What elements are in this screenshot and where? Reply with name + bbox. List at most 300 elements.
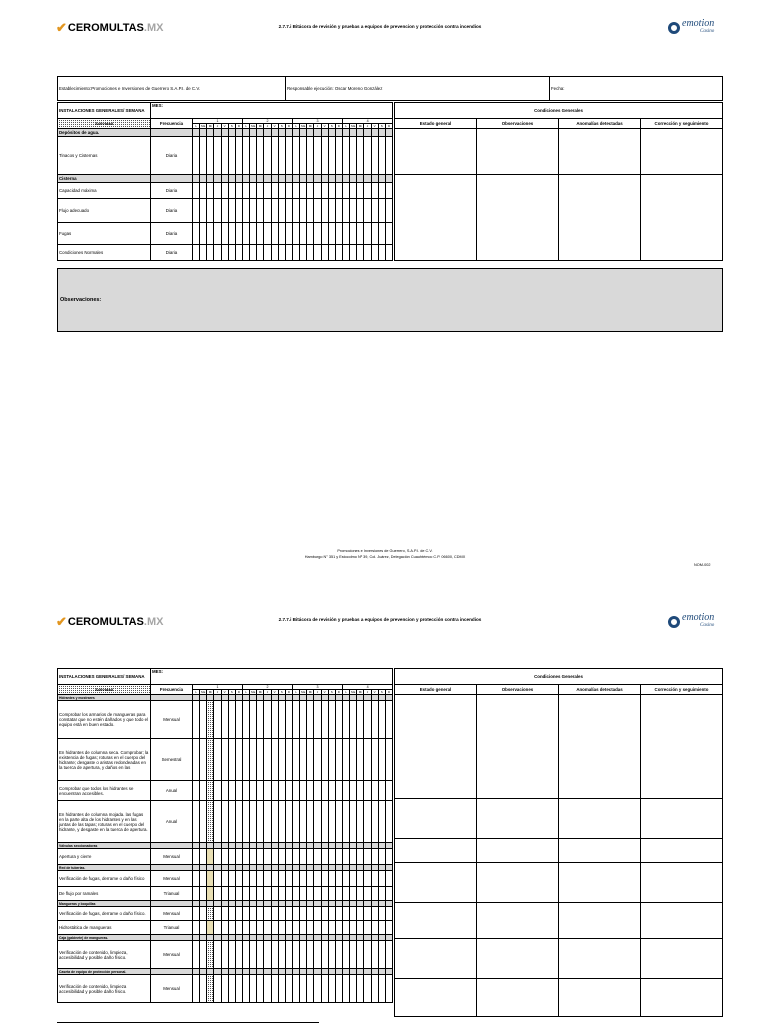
day-cell <box>314 223 321 245</box>
day-cell <box>357 175 364 183</box>
day-cell <box>271 941 278 969</box>
day-cell <box>342 183 349 199</box>
day-cell <box>314 975 321 1003</box>
frequency-header: Frecuencia <box>151 685 193 695</box>
day-cell <box>350 921 357 935</box>
day-cell <box>242 887 249 901</box>
day-cell <box>200 975 207 1003</box>
page2-conditions-table <box>394 668 723 1017</box>
day-cell <box>250 199 257 223</box>
day-cell <box>335 739 342 781</box>
day-cell <box>214 183 221 199</box>
day-cell <box>357 701 364 739</box>
day-cell <box>271 199 278 223</box>
day-cell <box>307 941 314 969</box>
day-header: Ma <box>251 690 256 694</box>
day-cell <box>207 129 214 137</box>
day-cell <box>221 245 228 261</box>
frequency-cell: Diaria <box>151 223 193 245</box>
day-cell <box>328 849 335 865</box>
day-cell <box>321 223 328 245</box>
day-cell <box>364 701 371 739</box>
day-cell <box>193 941 200 969</box>
day-cell <box>257 129 264 137</box>
day-cell <box>221 975 228 1003</box>
day-cell <box>214 975 221 1003</box>
day-cell <box>257 199 264 223</box>
day-cell <box>350 907 357 921</box>
day-cell <box>342 871 349 887</box>
day-cell <box>214 871 221 887</box>
day-cell <box>300 941 307 969</box>
day-cell <box>328 975 335 1003</box>
day-cell <box>221 199 228 223</box>
day-cell <box>235 887 242 901</box>
day-cell <box>357 739 364 781</box>
day-cell <box>285 907 292 921</box>
day-header: D <box>335 124 342 129</box>
day-header: S <box>328 124 335 129</box>
day-cell <box>221 849 228 865</box>
day-cell <box>357 245 364 261</box>
frequency-cell: Mensual <box>151 701 193 739</box>
day-cell <box>264 887 271 901</box>
day-cell <box>357 183 364 199</box>
day-cell <box>300 921 307 935</box>
day-cell <box>250 739 257 781</box>
day-cell <box>207 223 214 245</box>
day-header: S <box>378 124 385 129</box>
mes-header: MES: <box>151 669 393 685</box>
day-cell <box>228 871 235 887</box>
day-cell <box>278 245 285 261</box>
day-cell <box>314 849 321 865</box>
day-cell <box>371 701 378 739</box>
day-cell <box>207 871 214 887</box>
day-cell <box>214 921 221 935</box>
condition-cell <box>395 695 477 799</box>
condition-cell <box>477 175 559 261</box>
day-header: S <box>278 690 285 695</box>
day-cell <box>200 137 207 175</box>
day-cell <box>300 887 307 901</box>
day-header: D <box>335 690 342 695</box>
day-cell <box>321 801 328 843</box>
day-cell <box>328 199 335 223</box>
day-cell <box>278 781 285 801</box>
day-cell <box>242 175 249 183</box>
activity-cell: Capacidad máxima <box>58 183 151 199</box>
day-cell <box>335 129 342 137</box>
day-cell <box>257 941 264 969</box>
day-cell <box>321 781 328 801</box>
section-title: Red de tuberías. <box>58 865 151 871</box>
page1-conditions-table <box>394 102 723 261</box>
day-cell <box>307 975 314 1003</box>
activity-cell: En hidrantes de columna seca. Comprobar; la existencia de fugas; roturas en el cuerpo del hidrante; desgaste o aristas redondeadas en la tuerca de apertura, y daños en las <box>58 739 151 781</box>
day-cell <box>250 137 257 175</box>
condition-cell <box>395 979 477 1017</box>
day-cell <box>342 941 349 969</box>
day-cell <box>357 941 364 969</box>
day-cell <box>214 137 221 175</box>
day-cell <box>371 129 378 137</box>
conditions-column-header: Estado general <box>395 119 477 129</box>
day-cell <box>271 887 278 901</box>
day-cell <box>300 701 307 739</box>
day-cell <box>364 921 371 935</box>
condition-cell <box>395 129 477 175</box>
day-cell <box>321 137 328 175</box>
day-cell <box>314 907 321 921</box>
frequency-cell: Mensual <box>151 907 193 921</box>
info-table <box>57 76 723 101</box>
day-cell <box>385 245 393 261</box>
day-header: Mi <box>258 690 262 694</box>
week-header: 3 <box>292 119 342 124</box>
day-header: D <box>385 690 393 695</box>
day-cell <box>207 137 214 175</box>
day-cell <box>364 137 371 175</box>
day-cell <box>193 975 200 1003</box>
day-cell <box>207 199 214 223</box>
day-cell <box>364 175 371 183</box>
day-cell <box>250 975 257 1003</box>
day-cell <box>193 921 200 935</box>
day-cell <box>242 739 249 781</box>
day-cell <box>292 223 299 245</box>
day-cell <box>207 975 214 1003</box>
partner-sub-text: Casino <box>700 29 715 34</box>
day-cell <box>193 183 200 199</box>
day-cell <box>285 223 292 245</box>
day-cell <box>264 137 271 175</box>
day-cell <box>364 129 371 137</box>
day-header: S <box>278 124 285 129</box>
day-cell <box>371 781 378 801</box>
day-cell <box>257 175 264 183</box>
day-cell <box>385 921 393 935</box>
day-cell <box>242 921 249 935</box>
day-cell <box>228 921 235 935</box>
day-cell <box>321 701 328 739</box>
condition-cell <box>641 939 723 979</box>
day-cell <box>385 871 393 887</box>
day-cell <box>300 199 307 223</box>
day-cell <box>242 183 249 199</box>
condition-cell <box>477 695 559 799</box>
day-cell <box>200 941 207 969</box>
day-cell <box>207 887 214 901</box>
logo-suffix-text: .MX <box>143 616 164 628</box>
instal-semana-header: INSTALACIONES GENERALES/ SEMANA <box>58 103 151 119</box>
day-header: Mi <box>358 124 362 128</box>
activity-cell: Comprobar que todos los hidrantes se encuentran accesibles. <box>58 781 151 801</box>
day-cell <box>235 183 242 199</box>
day-cell <box>307 871 314 887</box>
day-cell <box>307 183 314 199</box>
day-cell <box>357 849 364 865</box>
day-cell <box>285 975 292 1003</box>
day-cell <box>328 739 335 781</box>
day-cell <box>250 129 257 137</box>
day-cell <box>321 887 328 901</box>
day-cell <box>357 975 364 1003</box>
day-cell <box>207 245 214 261</box>
day-header: V <box>321 690 328 695</box>
day-cell <box>378 137 385 175</box>
day-cell <box>200 245 207 261</box>
day-cell <box>257 701 264 739</box>
day-cell <box>350 975 357 1003</box>
day-cell <box>257 739 264 781</box>
section-title: Hidrantes y mostrares <box>58 695 151 701</box>
day-cell <box>321 129 328 137</box>
condition-cell <box>395 903 477 939</box>
day-cell <box>350 941 357 969</box>
section-title: Cisterna <box>58 175 151 183</box>
day-cell <box>371 223 378 245</box>
ceromultas-logo-2 <box>56 614 163 630</box>
day-header: J <box>264 124 271 129</box>
day-cell <box>264 975 271 1003</box>
day-cell <box>264 801 271 843</box>
day-cell <box>242 245 249 261</box>
day-cell <box>278 907 285 921</box>
emotion-ring-icon <box>668 22 680 34</box>
day-cell <box>221 701 228 739</box>
day-cell <box>371 199 378 223</box>
day-cell <box>328 175 335 183</box>
day-cell <box>385 781 393 801</box>
section-title: Mangueras y boquillas <box>58 901 151 907</box>
day-cell <box>357 801 364 843</box>
day-cell <box>228 175 235 183</box>
day-cell <box>314 941 321 969</box>
day-cell <box>307 921 314 935</box>
week-header: 2 <box>242 685 292 690</box>
day-cell <box>214 941 221 969</box>
day-cell <box>314 921 321 935</box>
day-cell <box>200 801 207 843</box>
day-cell <box>221 801 228 843</box>
day-header: J <box>364 124 371 129</box>
day-cell <box>378 975 385 1003</box>
day-cell <box>350 183 357 199</box>
day-header: V <box>221 124 228 129</box>
day-cell <box>250 183 257 199</box>
day-cell <box>235 941 242 969</box>
condition-cell <box>559 175 641 261</box>
day-cell <box>271 781 278 801</box>
day-cell <box>300 871 307 887</box>
day-cell <box>335 183 342 199</box>
day-cell <box>200 921 207 935</box>
frequency-cell: Diaria <box>151 245 193 261</box>
day-cell <box>242 871 249 887</box>
day-cell <box>207 921 214 935</box>
day-cell <box>250 887 257 901</box>
day-cell <box>350 223 357 245</box>
activity-cell: Comprobar los armarios de mangueras para constatar que no estén dañados y que todo el equipo está en buen estado. <box>58 701 151 739</box>
day-cell <box>271 975 278 1003</box>
section-title: Caja (gabinete) de mangueras. <box>58 935 151 941</box>
day-cell <box>250 223 257 245</box>
condition-cell <box>641 695 723 799</box>
day-cell <box>385 701 393 739</box>
day-cell <box>285 887 292 901</box>
day-cell <box>278 975 285 1003</box>
day-cell <box>278 921 285 935</box>
frequency-cell: Diaria <box>151 199 193 223</box>
frequency-cell: Trianual <box>151 887 193 901</box>
day-cell <box>364 223 371 245</box>
day-cell <box>285 183 292 199</box>
day-cell <box>257 245 264 261</box>
day-cell <box>371 975 378 1003</box>
day-cell <box>307 223 314 245</box>
day-cell <box>285 921 292 935</box>
condition-cell <box>559 799 641 839</box>
day-cell <box>278 183 285 199</box>
day-cell <box>228 701 235 739</box>
day-cell <box>228 941 235 969</box>
day-header: Mi <box>358 690 362 694</box>
day-header: Mi <box>258 124 262 128</box>
day-cell <box>342 801 349 843</box>
day-header: V <box>271 124 278 129</box>
document-code: NOM-002 <box>694 563 711 567</box>
day-cell <box>200 871 207 887</box>
day-cell <box>193 801 200 843</box>
day-cell <box>307 907 314 921</box>
day-cell <box>207 941 214 969</box>
day-cell <box>300 183 307 199</box>
day-header: Mi <box>208 124 212 128</box>
day-cell <box>235 801 242 843</box>
day-cell <box>257 887 264 901</box>
day-cell <box>342 739 349 781</box>
footer-line2: Hamburgo N° 351 y Estocolmo Nº 39, Col. Juárez, Delegación Cuauhtémoc C.P. 06600, CDMX <box>304 555 466 559</box>
day-cell <box>193 175 200 183</box>
day-header: Ma <box>201 690 206 694</box>
conditions-column-header: Anomalías detectadas <box>559 119 641 129</box>
day-cell <box>300 907 307 921</box>
day-cell <box>314 199 321 223</box>
day-cell <box>321 907 328 921</box>
day-cell <box>200 739 207 781</box>
day-cell <box>342 129 349 137</box>
day-cell <box>300 801 307 843</box>
condition-cell <box>477 839 559 863</box>
condition-cell <box>559 839 641 863</box>
day-header: V <box>371 690 378 695</box>
day-cell <box>221 739 228 781</box>
day-header: Ma <box>301 690 306 694</box>
bottom-rule <box>57 1022 319 1023</box>
day-cell <box>292 175 299 183</box>
day-header: Mi <box>208 690 212 694</box>
frequency-header: Frecuencia <box>151 119 193 129</box>
section-title: Caseta de equipo de protección personal. <box>58 969 151 975</box>
day-header: V <box>271 690 278 695</box>
section-title: Válvulas seccionadoras <box>58 843 151 849</box>
day-cell <box>278 137 285 175</box>
day-cell <box>193 199 200 223</box>
day-cell <box>228 975 235 1003</box>
day-cell <box>307 175 314 183</box>
day-cell <box>314 129 321 137</box>
day-cell <box>314 781 321 801</box>
day-cell <box>242 223 249 245</box>
frequency-cell: Mensual <box>151 849 193 865</box>
day-cell <box>335 849 342 865</box>
day-cell <box>278 223 285 245</box>
condition-cell <box>477 799 559 839</box>
day-cell <box>371 921 378 935</box>
day-header: V <box>221 690 228 695</box>
day-cell <box>242 199 249 223</box>
day-cell <box>257 801 264 843</box>
day-header: J <box>314 690 321 695</box>
day-cell <box>221 907 228 921</box>
activity-cell: De flujo por ramales <box>58 887 151 901</box>
day-cell <box>228 223 235 245</box>
day-cell <box>307 701 314 739</box>
day-cell <box>371 849 378 865</box>
day-cell <box>271 137 278 175</box>
partner-main-text: emotion <box>682 18 715 29</box>
day-header: V <box>321 124 328 129</box>
day-cell <box>292 975 299 1003</box>
day-cell <box>264 245 271 261</box>
day-cell <box>371 137 378 175</box>
day-header: S <box>228 124 235 129</box>
day-cell <box>207 849 214 865</box>
day-cell <box>328 871 335 887</box>
day-cell <box>307 199 314 223</box>
conditions-column-header: Anomalías detectadas <box>559 685 641 695</box>
day-cell <box>200 887 207 901</box>
condition-cell <box>395 175 477 261</box>
day-cell <box>335 175 342 183</box>
day-cell <box>285 941 292 969</box>
observations-box <box>57 268 723 332</box>
day-cell <box>285 199 292 223</box>
day-cell <box>264 907 271 921</box>
day-cell <box>278 801 285 843</box>
frequency-cell: Anual <box>151 801 193 843</box>
day-cell <box>235 921 242 935</box>
day-cell <box>271 801 278 843</box>
condition-cell <box>477 903 559 939</box>
day-cell <box>271 245 278 261</box>
day-cell <box>378 199 385 223</box>
day-cell <box>264 941 271 969</box>
day-cell <box>350 199 357 223</box>
day-cell <box>385 907 393 921</box>
day-header: D <box>285 690 292 695</box>
condition-cell <box>641 799 723 839</box>
day-cell <box>235 223 242 245</box>
observations-label: Observaciones: <box>60 297 102 303</box>
logo-suffix-text: .MX <box>143 22 164 34</box>
day-header: Mi <box>308 124 312 128</box>
day-cell <box>335 137 342 175</box>
day-cell <box>257 871 264 887</box>
day-cell <box>278 129 285 137</box>
condition-cell <box>395 799 477 839</box>
